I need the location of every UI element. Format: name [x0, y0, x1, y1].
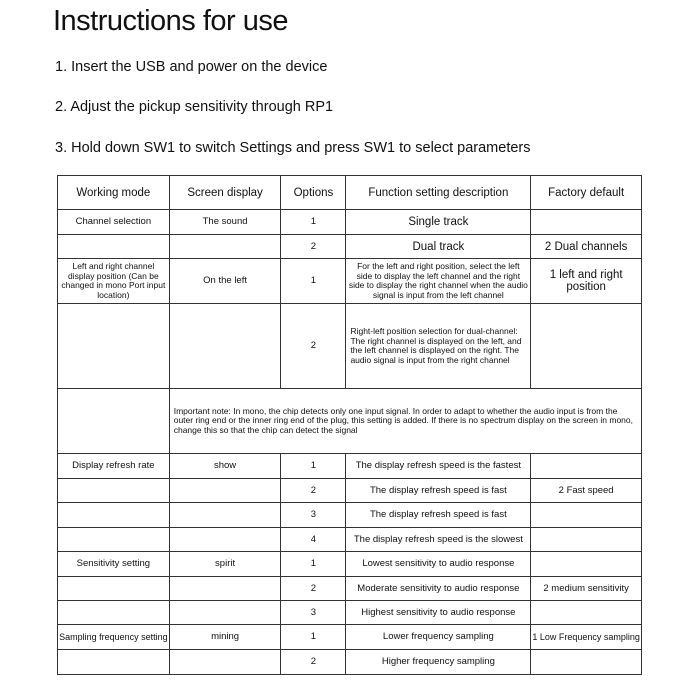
- cell-description: Single track: [346, 210, 531, 235]
- cell-screen-display: On the left: [169, 259, 281, 304]
- table-row: [58, 210, 642, 235]
- cell-screen-display: spirit: [169, 552, 281, 577]
- cell-screen-display: [169, 650, 281, 675]
- cell-working-mode: [58, 389, 170, 454]
- cell-factory-default: [531, 503, 642, 528]
- cell-factory-default: [531, 528, 642, 552]
- step-3-text: 3. Hold down SW1 to switch Settings and press SW1 to select parameters: [55, 140, 531, 156]
- cell-option: 2: [281, 235, 346, 259]
- cell-working-mode: Display refresh rate: [58, 454, 170, 479]
- cell-working-mode: [58, 304, 170, 389]
- cell-option: 1: [281, 210, 346, 235]
- table-row: [58, 577, 642, 601]
- cell-screen-display: [169, 479, 281, 503]
- table-row: [58, 304, 642, 389]
- cell-description: For the left and right position, select the left side to display the left channel and the right side to display the right channel when the audio signal is input from the left channel: [346, 259, 531, 304]
- cell-screen-display: [169, 528, 281, 552]
- cell-screen-display: show: [169, 454, 281, 479]
- cell-option: 2: [281, 650, 346, 675]
- table-row: [58, 235, 642, 259]
- cell-factory-default: 2 Dual channels: [531, 235, 642, 259]
- cell-working-mode: [58, 503, 170, 528]
- cell-description: Lower frequency sampling: [346, 625, 531, 650]
- table-row: [58, 528, 642, 552]
- cell-option: 2: [281, 577, 346, 601]
- cell-option: 3: [281, 503, 346, 528]
- cell-working-mode: Sampling frequency setting: [58, 625, 170, 650]
- cell-screen-display: [169, 577, 281, 601]
- settings-table: [57, 175, 642, 675]
- table-row: [58, 259, 642, 304]
- cell-description: The display refresh speed is the fastest: [346, 454, 531, 479]
- cell-description: Highest sensitivity to audio response: [346, 601, 531, 625]
- header-working-mode: Working mode: [58, 176, 170, 210]
- cell-factory-default: [531, 552, 642, 577]
- cell-option: 1: [281, 454, 346, 479]
- cell-screen-display: [169, 304, 281, 389]
- cell-working-mode: [58, 479, 170, 503]
- cell-working-mode: [58, 577, 170, 601]
- table-row-note: [58, 389, 642, 454]
- step-1-text: 1. Insert the USB and power on the device: [55, 59, 328, 75]
- header-options: Options: [281, 176, 346, 210]
- table-row: [58, 601, 642, 625]
- cell-screen-display: [169, 503, 281, 528]
- cell-working-mode: Left and right channel display position (Can be changed in mono Port input location): [58, 259, 170, 304]
- cell-option: 2: [281, 479, 346, 503]
- cell-factory-default: [531, 304, 642, 389]
- cell-working-mode: [58, 601, 170, 625]
- important-note: Important note: In mono, the chip detects only one input signal. In order to adapt to whether the audio input is from the outer ring end or the inner ring end of the plug, this setting is added. If there is no spectrum display on the screen in mono, change this so that the chip can detect the signal: [169, 389, 641, 454]
- table-row: [58, 503, 642, 528]
- table-header-row: [58, 176, 642, 210]
- cell-description: Dual track: [346, 235, 531, 259]
- cell-description: Higher frequency sampling: [346, 650, 531, 675]
- table-row: [58, 479, 642, 503]
- header-function-description: Function setting description: [346, 176, 531, 210]
- cell-description: Lowest sensitivity to audio response: [346, 552, 531, 577]
- cell-working-mode: [58, 528, 170, 552]
- cell-screen-display: The sound: [169, 210, 281, 235]
- table-row: [58, 552, 642, 577]
- cell-description: The display refresh speed is fast: [346, 503, 531, 528]
- table-row: [58, 650, 642, 675]
- cell-factory-default: [531, 454, 642, 479]
- table-row: [58, 625, 642, 650]
- cell-option: 4: [281, 528, 346, 552]
- cell-factory-default: [531, 210, 642, 235]
- cell-description: Right-left position selection for dual-channel: The right channel is displayed on the left, and the left channel is displayed on the right. The audio signal is input from the right channel: [346, 304, 531, 389]
- cell-working-mode: [58, 235, 170, 259]
- cell-option: 1: [281, 259, 346, 304]
- cell-option: 1: [281, 625, 346, 650]
- cell-screen-display: [169, 601, 281, 625]
- header-factory-default: Factory default: [531, 176, 642, 210]
- cell-factory-default: [531, 650, 642, 675]
- page-title: Instructions for use: [53, 5, 288, 37]
- cell-factory-default: 2 Fast speed: [531, 479, 642, 503]
- cell-description: The display refresh speed is fast: [346, 479, 531, 503]
- cell-factory-default: 1 left and right position: [531, 259, 642, 304]
- header-screen-display: Screen display: [169, 176, 281, 210]
- cell-description: Moderate sensitivity to audio response: [346, 577, 531, 601]
- cell-factory-default: 2 medium sensitivity: [531, 577, 642, 601]
- cell-option: 3: [281, 601, 346, 625]
- cell-working-mode: Sensitivity setting: [58, 552, 170, 577]
- cell-screen-display: mining: [169, 625, 281, 650]
- cell-description: The display refresh speed is the slowest: [346, 528, 531, 552]
- step-2-text: 2. Adjust the pickup sensitivity through RP1: [55, 99, 334, 115]
- cell-option: 1: [281, 552, 346, 577]
- cell-factory-default: [531, 601, 642, 625]
- cell-option: 2: [281, 304, 346, 389]
- cell-factory-default: 1 Low Frequency sampling: [531, 625, 642, 650]
- cell-working-mode: [58, 650, 170, 675]
- cell-working-mode: Channel selection: [58, 210, 170, 235]
- cell-screen-display: [169, 235, 281, 259]
- table-row: [58, 454, 642, 479]
